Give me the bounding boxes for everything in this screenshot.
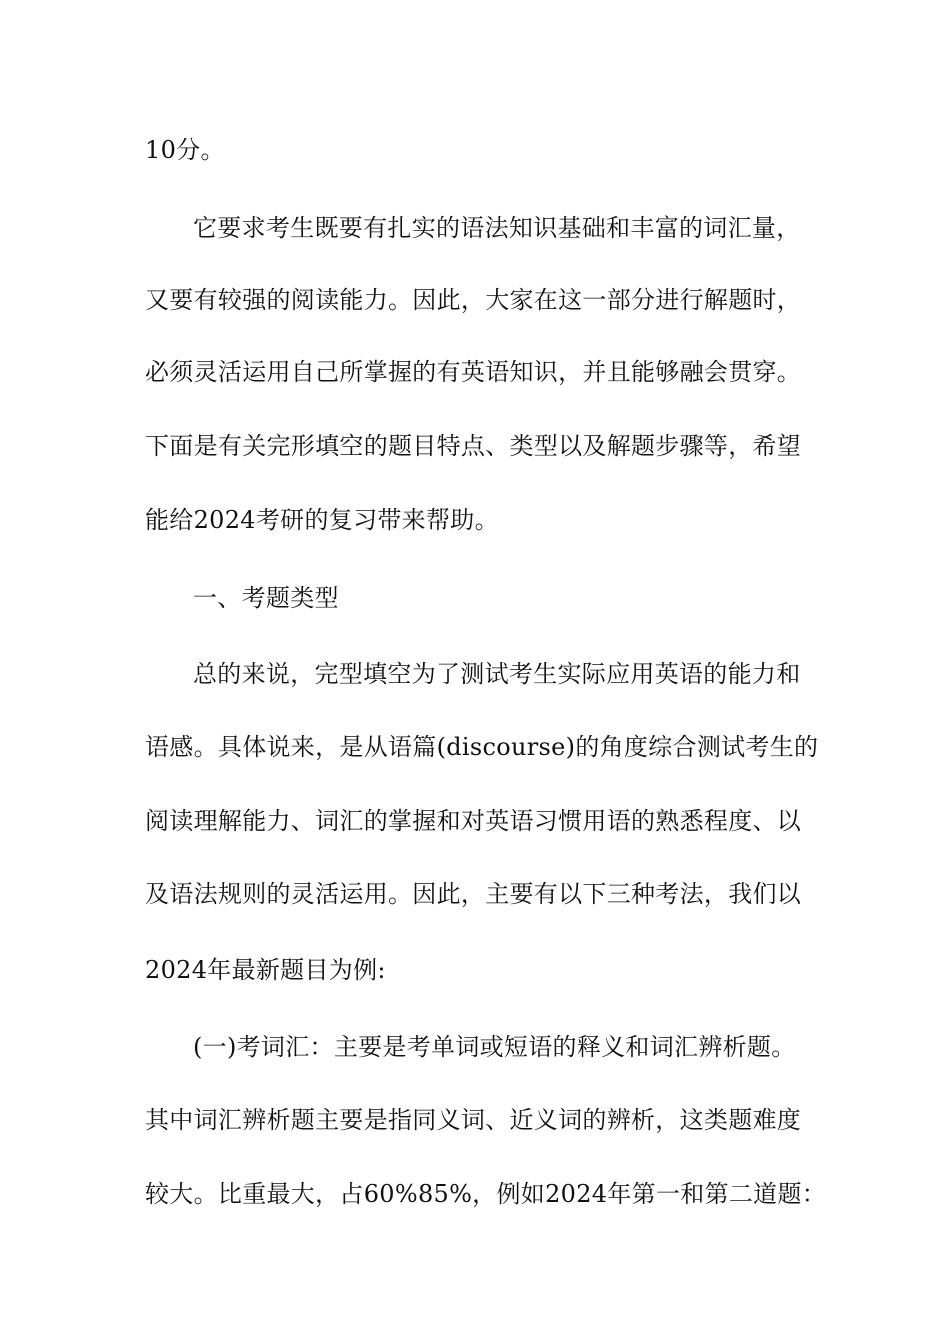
text-line: 下面是有关完形填空的题目特点、类型以及解题步骤等，希望 <box>145 432 802 460</box>
text-line: 10分。 <box>145 136 225 164</box>
text-line: 较大。比重最大，占60%85%，例如2024年第一和第二道题： <box>145 1180 827 1208</box>
section-heading: 一、考题类型 <box>193 584 339 612</box>
paragraph-start: 它要求考生既要有扎实的语法知识基础和丰富的词汇量， <box>193 214 801 242</box>
text-line: 阅读理解能力、词汇的掌握和对英语习惯用语的熟悉程度、以 <box>145 807 802 835</box>
text-line: 其中词汇辨析题主要是指同义词、近义词的辨析，这类题难度 <box>145 1106 802 1134</box>
text-line: 能给2024考研的复习带来帮助。 <box>145 506 499 534</box>
subsection-heading: (一)考词汇：主要是考单词或短语的释义和词汇辨析题。 <box>193 1033 796 1061</box>
text-line: 又要有较强的阅读能力。因此，大家在这一部分进行解题时， <box>145 286 802 314</box>
paragraph-start: 总的来说，完型填空为了测试考生实际应用英语的能力和 <box>193 660 801 688</box>
text-line: 必须灵活运用自己所掌握的有英语知识，并且能够融会贯穿。 <box>145 358 802 386</box>
text-line: 及语法规则的灵活运用。因此，主要有以下三种考法，我们以 <box>145 880 802 908</box>
text-line: 语感。具体说来，是从语篇(discourse)的角度综合测试考生的 <box>145 733 819 761</box>
text-line: 2024年最新题目为例: <box>145 956 386 984</box>
